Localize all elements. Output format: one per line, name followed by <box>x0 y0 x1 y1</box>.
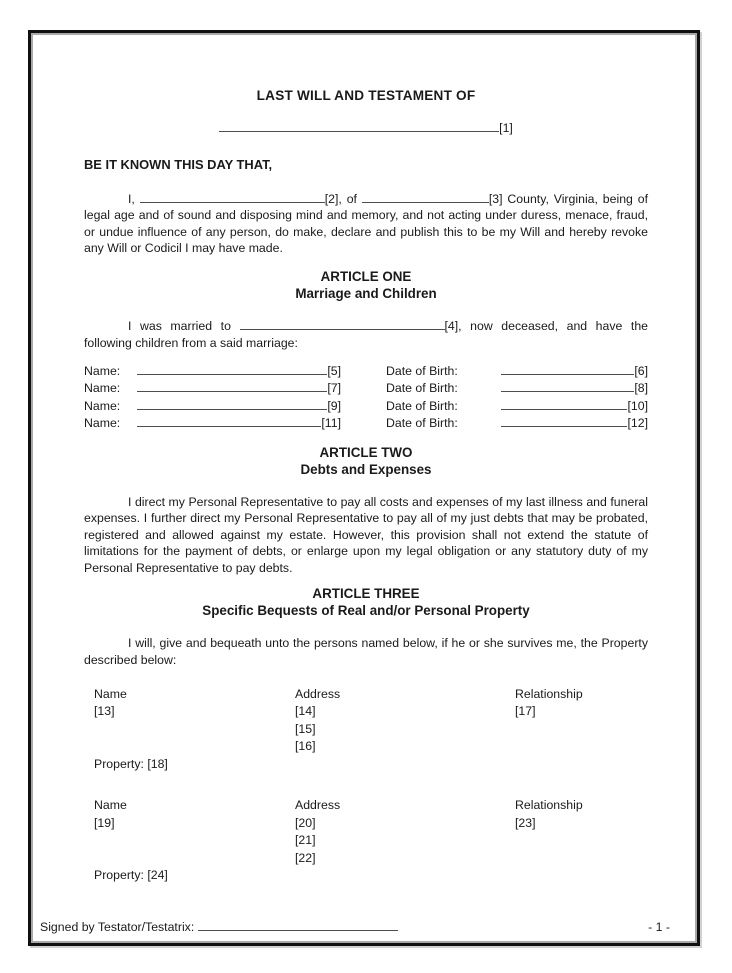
article-two-title: ARTICLE TWO <box>319 445 413 461</box>
child-dob-line <box>501 362 648 379</box>
bequest-address-ref: [15] <box>295 721 316 736</box>
testator-signature-line[interactable] <box>198 918 398 931</box>
testator-name-field[interactable] <box>140 190 325 203</box>
child-name-line <box>137 414 341 431</box>
be-it-known-heading: BE IT KNOWN THIS DAY THAT, <box>84 157 273 173</box>
article-three-subtitle: Specific Bequests of Real and/or Personal Property <box>202 603 530 619</box>
child-dob-line <box>501 397 648 414</box>
child-name-label: Name: <box>84 364 121 379</box>
opening-i: I, <box>128 191 135 206</box>
bequest-columns <box>94 797 648 867</box>
child-name-field[interactable] <box>137 414 321 427</box>
article-one-heading <box>84 268 648 302</box>
bequest-relationship-header: Relationship <box>515 798 583 813</box>
bequest-property-label: Property: <box>94 868 144 883</box>
child-name-field[interactable] <box>137 379 327 392</box>
debts-paragraph: I direct my Personal Representative to pay all costs and expenses of my last illness and funeral expenses. I further direct my Personal Representative to pay all of my just debts that may be probated, registered and allowed against my estate. However, this provision shall not extend the statute of limitations for the payment of debts, or enlarge upon my legal obligation or any statutory duty of my Personal Representative to pay debts. <box>84 495 648 575</box>
married-suffix: now deceased, and have the following children from a said marriage: <box>84 319 649 350</box>
bequest-name-header: Name <box>94 798 127 813</box>
bequest-name-ref: [13] <box>94 704 115 719</box>
child-row <box>84 397 648 414</box>
page-number: - 1 - <box>648 920 670 934</box>
field-ref-3: [3] <box>488 191 503 206</box>
document-title: LAST WILL AND TESTAMENT OF <box>256 88 476 103</box>
bequest-relationship-ref: [23] <box>515 815 536 830</box>
bequest-address-ref: [14] <box>295 704 316 719</box>
field-ref-8: [8] <box>634 381 648 396</box>
testator-name-line <box>84 119 648 136</box>
article-one-title: ARTICLE ONE <box>320 269 412 285</box>
child-dob-label: Date of Birth: <box>386 364 458 379</box>
child-row <box>84 414 648 431</box>
bequest-address-header: Address <box>295 686 341 701</box>
testator-name-blank[interactable] <box>219 119 499 132</box>
child-name-label: Name: <box>84 381 121 396</box>
field-ref-1: [1] <box>499 121 513 135</box>
bequest-address-ref: [21] <box>295 833 316 848</box>
child-dob-label: Date of Birth: <box>386 415 458 430</box>
bequest-address-ref: [22] <box>295 850 316 865</box>
will-form-page <box>28 30 700 946</box>
county-field[interactable] <box>362 190 489 203</box>
child-dob-line <box>501 414 648 431</box>
bequest-address-column <box>295 686 515 756</box>
marriage-paragraph <box>84 317 648 351</box>
opening-of: of <box>346 191 357 206</box>
field-ref-10: [10] <box>627 398 648 413</box>
signed-by-line <box>40 918 398 934</box>
article-one-subtitle: Marriage and Children <box>295 286 437 302</box>
article-three-title: ARTICLE THREE <box>312 586 420 602</box>
bequest-property-line <box>94 756 648 774</box>
bequest-relationship-ref: [17] <box>515 704 536 719</box>
child-name-label: Name: <box>84 398 121 413</box>
article-three-heading <box>84 585 648 619</box>
bequest-property-line <box>94 867 648 885</box>
bequest-name-ref: [19] <box>94 815 115 830</box>
field-ref-7: [7] <box>327 381 341 396</box>
bequest-property-ref: [18] <box>147 756 168 771</box>
child-dob-field[interactable] <box>501 414 627 427</box>
bequest-address-ref: [20] <box>295 815 316 830</box>
child-dob-field[interactable] <box>501 397 627 410</box>
bequest-property-label: Property: <box>94 756 144 771</box>
child-name-line <box>137 379 341 396</box>
page-content <box>33 35 695 941</box>
bequest-block-1 <box>84 686 648 774</box>
opening-paragraph <box>84 190 648 257</box>
bequest-relationship-column <box>515 686 648 756</box>
field-ref-6: [6] <box>634 364 648 379</box>
signed-by-label: Signed by Testator/Testatrix: <box>40 920 195 934</box>
bequests-paragraph: I will, give and bequeath unto the persons named below, if he or she survives me, the Property described below: <box>84 636 648 667</box>
opening-continuation: County, Virginia, being of legal age and of sound and disposing mind and memory, and not acting under duress, menace, fraud, or undue influence of any person, do make, declare and publish this to be my Will and hereby revoke any Will or Codicil I may have made. <box>84 191 649 256</box>
child-name-line <box>137 362 341 379</box>
child-name-line <box>137 397 341 414</box>
bequest-address-ref: [16] <box>295 739 316 754</box>
married-prefix: I was married to <box>128 319 231 334</box>
child-name-field[interactable] <box>137 397 327 410</box>
field-ref-9: [9] <box>327 398 341 413</box>
bequest-columns <box>94 686 648 756</box>
signature-footer <box>40 918 670 934</box>
child-dob-label: Date of Birth: <box>386 398 458 413</box>
children-table <box>84 362 648 431</box>
field-ref-4: [4], <box>444 319 462 334</box>
field-ref-5: [5] <box>327 364 341 379</box>
child-row <box>84 362 648 379</box>
bequest-address-column <box>295 797 515 867</box>
bequest-address-header: Address <box>295 798 341 813</box>
bequest-relationship-header: Relationship <box>515 686 583 701</box>
bequest-name-column <box>94 686 295 756</box>
spouse-name-field[interactable] <box>240 317 445 330</box>
bequest-property-ref: [24] <box>147 868 168 883</box>
article-two-subtitle: Debts and Expenses <box>300 462 432 478</box>
child-dob-line <box>501 379 648 396</box>
field-ref-12: [12] <box>627 415 648 430</box>
field-ref-11: [11] <box>321 415 341 430</box>
bequest-name-header: Name <box>94 686 127 701</box>
child-name-field[interactable] <box>137 362 327 375</box>
article-two-heading <box>84 444 648 478</box>
child-row <box>84 379 648 396</box>
child-dob-field[interactable] <box>501 379 634 392</box>
child-dob-label: Date of Birth: <box>386 381 458 396</box>
bequest-name-column <box>94 797 295 867</box>
child-dob-field[interactable] <box>501 362 634 375</box>
bequest-relationship-column <box>515 797 648 867</box>
bequest-block-2 <box>84 797 648 885</box>
field-ref-2: [2], <box>324 191 342 206</box>
child-name-label: Name: <box>84 415 121 430</box>
